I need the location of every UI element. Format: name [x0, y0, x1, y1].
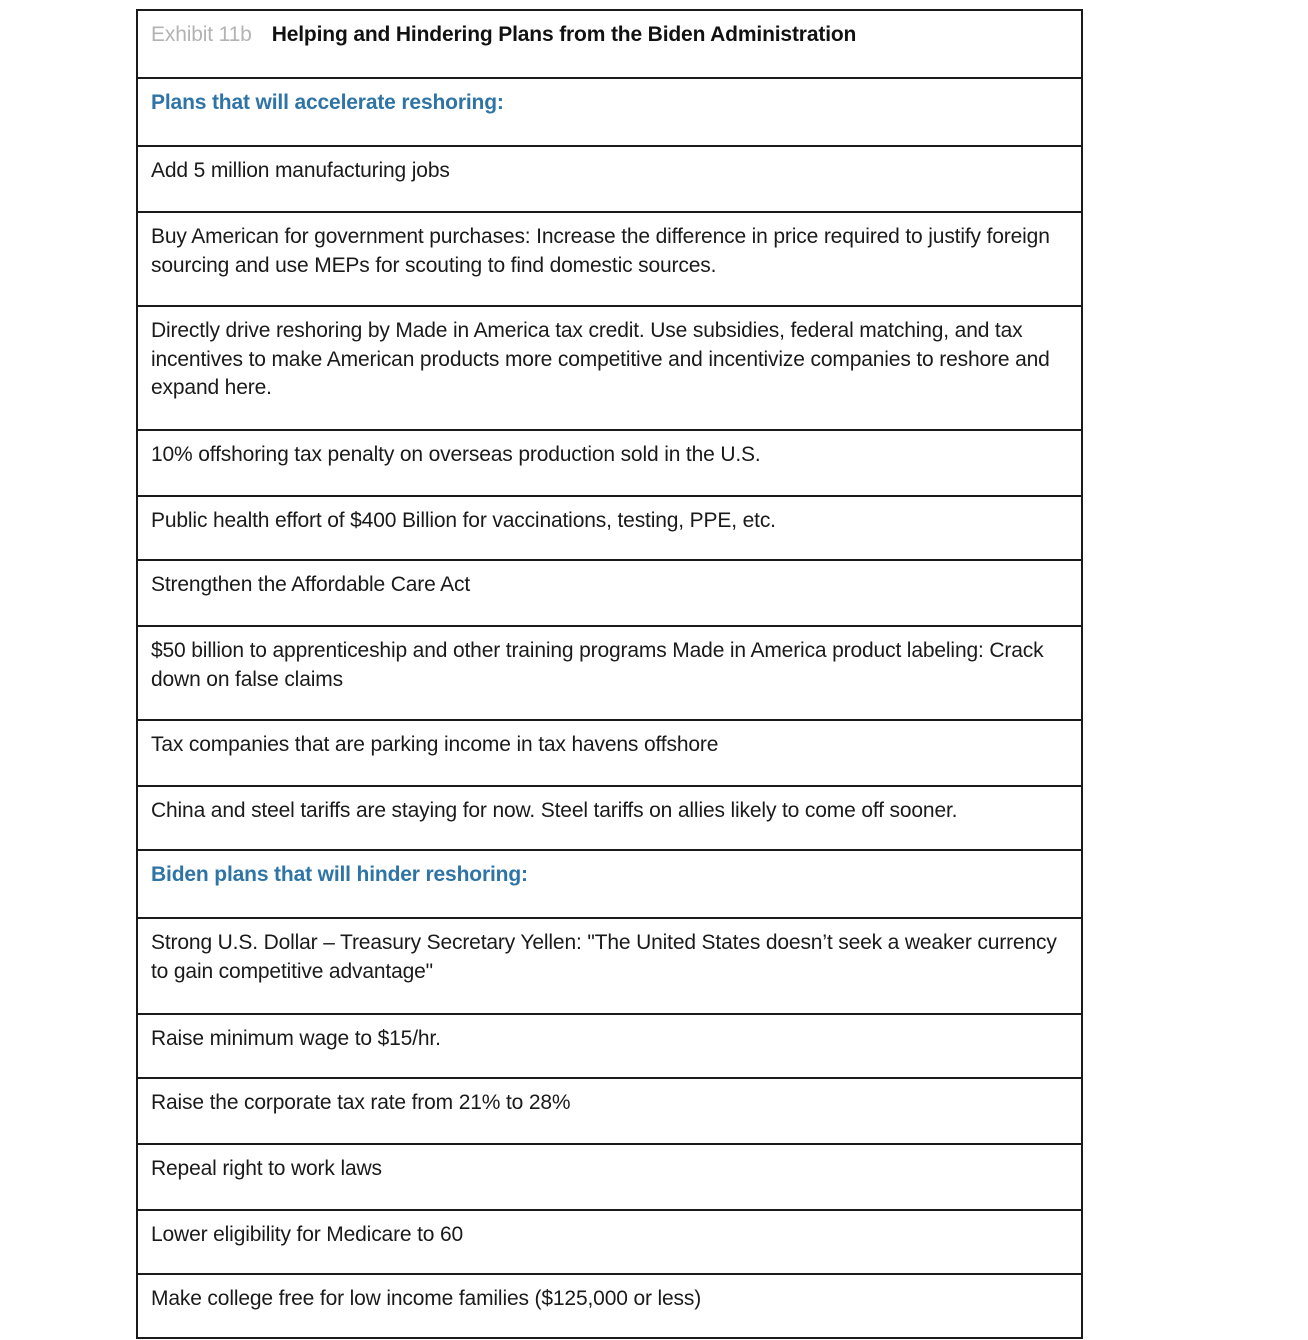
accelerate-item: $50 billion to apprenticeship and other training programs Made in America product labeling: Crack down on false claims: [151, 639, 1044, 691]
hinder-item: Lower eligibility for Medicare to 60: [151, 1223, 464, 1246]
accelerate-item: Directly drive reshoring by Made in America tax credit. Use subsidies, federal matching, and tax incentives to make American products more competitive and incentivize companies to reshore and expand here.: [151, 319, 1050, 399]
table-row: [137, 1210, 1082, 1274]
accelerate-item: China and steel tariffs are staying for now. Steel tariffs on allies likely to come off sooner.: [151, 799, 958, 822]
table-row: [137, 720, 1082, 786]
section-heading-row: [137, 850, 1082, 918]
title-row: [137, 10, 1082, 78]
table-cell: [137, 1144, 1082, 1210]
table-row: [137, 430, 1082, 496]
hinder-item: Strong U.S. Dollar – Treasury Secretary Yellen: "The United States doesn’t seek a weaker currency to gain competitive advantage": [151, 931, 1057, 983]
hinder-item: Raise the corporate tax rate from 21% to 28%: [151, 1091, 571, 1114]
table-cell: [137, 786, 1082, 850]
table-cell: [137, 1078, 1082, 1144]
table-row: [137, 496, 1082, 560]
table-cell: [137, 496, 1082, 560]
accelerate-item: Public health effort of $400 Billion for vaccinations, testing, PPE, etc.: [151, 509, 776, 532]
table-row: [137, 146, 1082, 212]
accelerate-item: 10% offshoring tax penalty on overseas production sold in the U.S.: [151, 443, 761, 466]
section-heading-cell: [137, 78, 1082, 146]
table-row: [137, 626, 1082, 720]
table-row: [137, 1274, 1082, 1338]
table-cell: [137, 918, 1082, 1014]
table-row: [137, 1014, 1082, 1078]
table-row: [137, 306, 1082, 430]
table-row: [137, 918, 1082, 1014]
title-cell: [137, 10, 1082, 78]
accelerate-item: Tax companies that are parking income in tax havens offshore: [151, 733, 719, 756]
hinder-item: Repeal right to work laws: [151, 1157, 382, 1180]
section-heading-row: [137, 78, 1082, 146]
table-cell: [137, 146, 1082, 212]
hinder-item: Make college free for low income families ($125,000 or less): [151, 1287, 702, 1310]
table-cell: [137, 212, 1082, 306]
exhibit-table: [136, 9, 1083, 1339]
exhibit-label: Exhibit 11b: [151, 23, 252, 46]
accelerate-item: Add 5 million manufacturing jobs: [151, 159, 450, 182]
table-row: [137, 212, 1082, 306]
hinder-item: Raise minimum wage to $15/hr.: [151, 1027, 441, 1050]
table-row: [137, 560, 1082, 626]
accelerate-item: Strengthen the Affordable Care Act: [151, 573, 471, 596]
accelerate-item: Buy American for government purchases: Increase the difference in price required to justify foreign sourcing and use MEPs for scouting to find domestic sources.: [151, 225, 1050, 277]
hinder-heading: Biden plans that will hinder reshoring:: [151, 863, 528, 886]
table-cell: [137, 1274, 1082, 1338]
accelerate-heading: Plans that will accelerate reshoring:: [151, 91, 504, 114]
table-row: [137, 1078, 1082, 1144]
section-heading-cell: [137, 850, 1082, 918]
table-row: [137, 786, 1082, 850]
table-cell: [137, 430, 1082, 496]
table-cell: [137, 626, 1082, 720]
table-cell: [137, 306, 1082, 430]
table-cell: [137, 1210, 1082, 1274]
table-row: [137, 1144, 1082, 1210]
exhibit-title: Helping and Hindering Plans from the Biden Administration: [271, 23, 857, 46]
table-cell: [137, 1014, 1082, 1078]
table-cell: [137, 720, 1082, 786]
table-cell: [137, 560, 1082, 626]
